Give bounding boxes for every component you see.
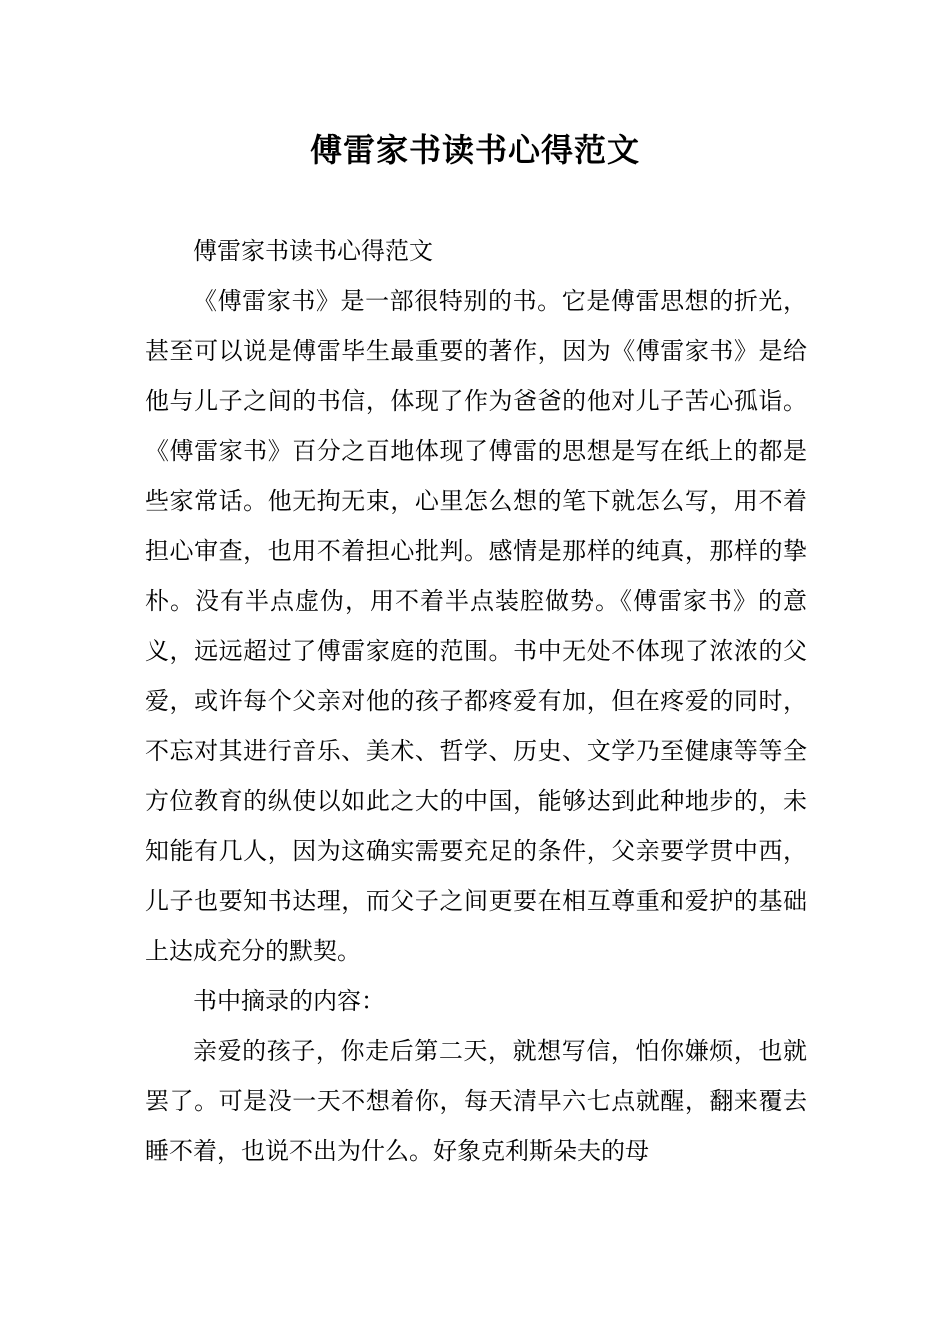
document-body <box>145 226 807 1176</box>
document-title: 傅雷家书读书心得范文 <box>309 131 640 169</box>
paragraph-excerpt: 亲爱的孩子，你走后第二天，就想写信，怕你嫌烦，也就罢了。可是没一天不想着你，每天清早六七点就醒，翻来覆去睡不着，也说不出为什么。好象克利斯朵夫的母 <box>145 1037 807 1165</box>
paragraph-excerpt-heading: 书中摘录的内容： <box>193 987 385 1015</box>
paragraph-subtitle: 傅雷家书读书心得范文 <box>193 237 433 265</box>
paragraph-intro: 《傅雷家书》是一部很特别的书。它是傅雷思想的折光，甚至可以说是傅雷毕生最重要的著作，因为《傅雷家书》是给他与儿子之间的书信，体现了作为爸爸的他对儿子苦心孤诣。《傅雷家书》百分之百地体现了傅雷的思想是写在纸上的都是些家常话。他无拘无束，心里怎么想的笔下就怎么写，用不着担心审查，也用不着担心批判。感情是那样的纯真，那样的挚朴。没有半点虚伪，用不着半点装腔做势。《傅雷家书》的意义，远远超过了傅雷家庭的范围。书中无处不体现了浓浓的父爱，或许每个父亲对他的孩子都疼爱有加，但在疼爱的同时，不忘对其进行音乐、美术、哲学、历史、文学乃至健康等等全方位教育的纵使以如此之大的中国，能够达到此种地步的，未知能有几人，因为这确实需要充足的条件，父亲要学贯中西，儿子也要知书达理，而父子之间更要在相互尊重和爱护的基础上达成充分的默契。 <box>145 287 807 965</box>
